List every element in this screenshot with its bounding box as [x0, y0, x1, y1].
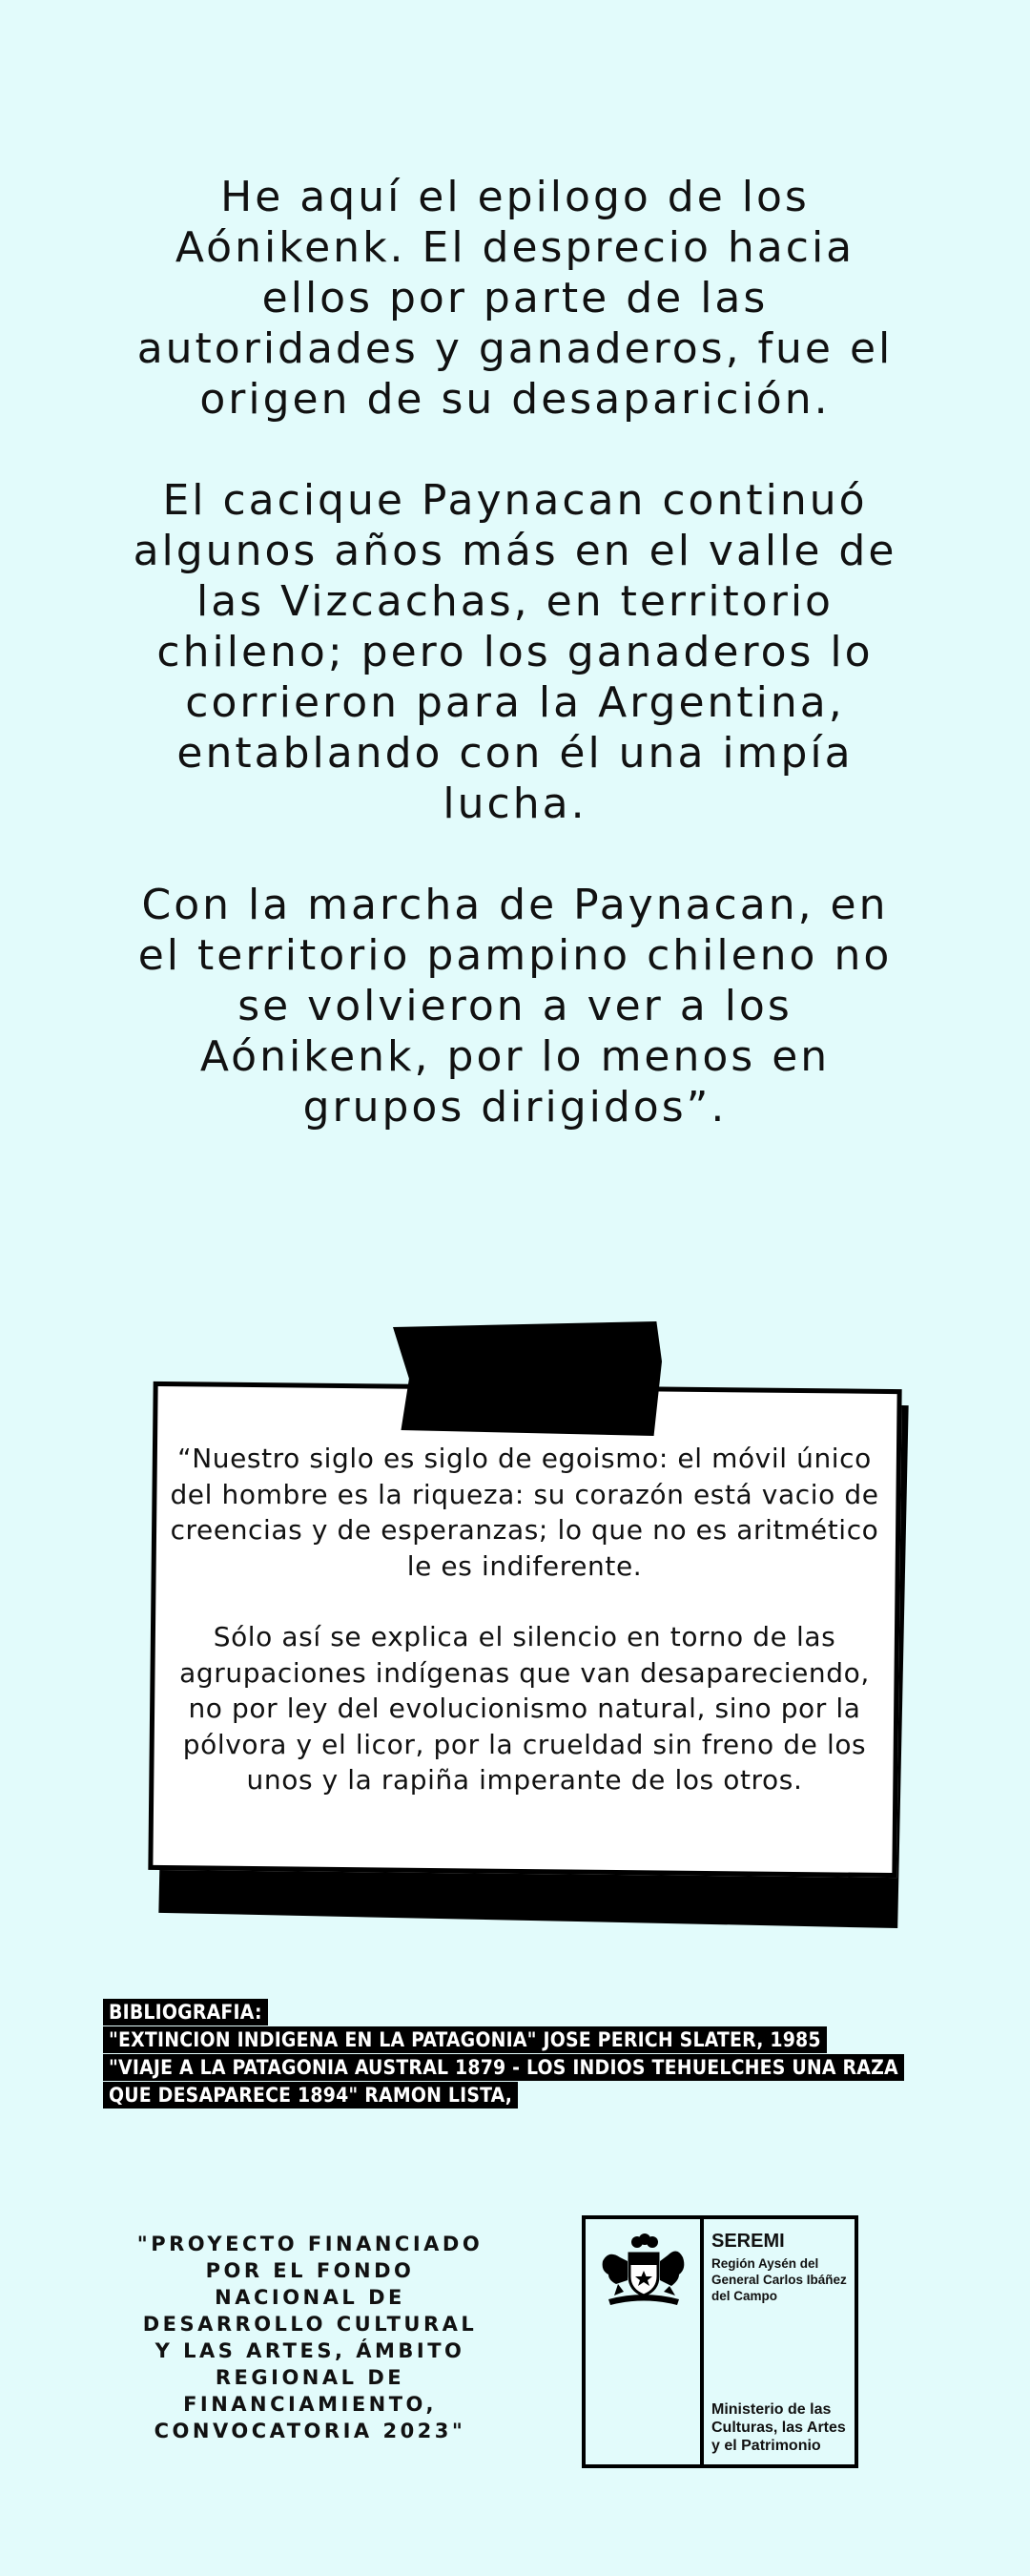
chile-coat-of-arms-icon	[595, 2233, 690, 2307]
quote-paragraph-2: Sólo así se explica el silencio en torno de las agrupaciones indígenas que van desapareciendo, no por ley del evolucionismo natural, sino por la pólvora y el licor, por la crueldad sin freno de los unos y la rapiña imperante de los otros.	[179, 1621, 870, 1796]
bibliography	[103, 1999, 923, 2109]
logo-divider	[700, 2219, 704, 2464]
logo-ministry-label: Ministerio de las Culturas, las Artes y el Patrimonio	[711, 2401, 846, 2454]
quote-paragraph-1: “Nuestro siglo es siglo de egoismo: el móvil único del hombre es la riqueza: su corazón está vacio de creencias y de esperanzas; lo que no es aritmético le es indiferente.	[170, 1443, 879, 1582]
logo-region-label: Región Aysén del General Carlos Ibáñez del Campo	[711, 2256, 847, 2303]
project-funding-text: "PROYECTO FINANCIADO POR EL FONDO NACIONAL DE DESARROLLO CULTURAL Y LAS ARTES, ÁMBITO REGIONAL DE FINANCIAMIENTO, CONVOCATORIA 2023"	[136, 2233, 484, 2442]
quote-text	[167, 1441, 882, 1834]
main-paragraph-1: He aquí el epilogo de los Aónikenk. El desprecio hacia ellos por parte de las autoridades y ganaderos, fue el origen de su desaparición.	[136, 173, 894, 424]
tape-strip	[393, 1321, 662, 1436]
bibliography-entry-2: "VIAJE A LA PATAGONIA AUSTRAL 1879 - LOS INDIOS TEHUELCHES UNA RAZA QUE DESAPARECE 1894" RAMON LISTA,	[103, 2054, 904, 2109]
main-paragraph-2: El cacique Paynacan continuó algunos años más en el valle de las Vizcachas, en territorio chileno; pero los ganaderos lo corrieron para la Argentina, entablando con él una impía lucha.	[133, 476, 897, 828]
main-paragraph-3: Con la marcha de Paynacan, en el territorio pampino chileno no se volvieron a ver a los Aónikenk, por lo menos en grupos dirigidos”.	[137, 881, 893, 1132]
bibliography-heading: BIBLIOGRAFIA:	[103, 1999, 268, 2025]
logo-seremi-label: SEREMI	[711, 2231, 785, 2252]
bibliography-entry-1: "EXTINCION INDIGENA EN LA PATAGONIA" JOSE PERICH SLATER, 1985	[103, 2026, 827, 2053]
seremi-logo	[582, 2215, 858, 2468]
main-text-block	[114, 172, 916, 1183]
